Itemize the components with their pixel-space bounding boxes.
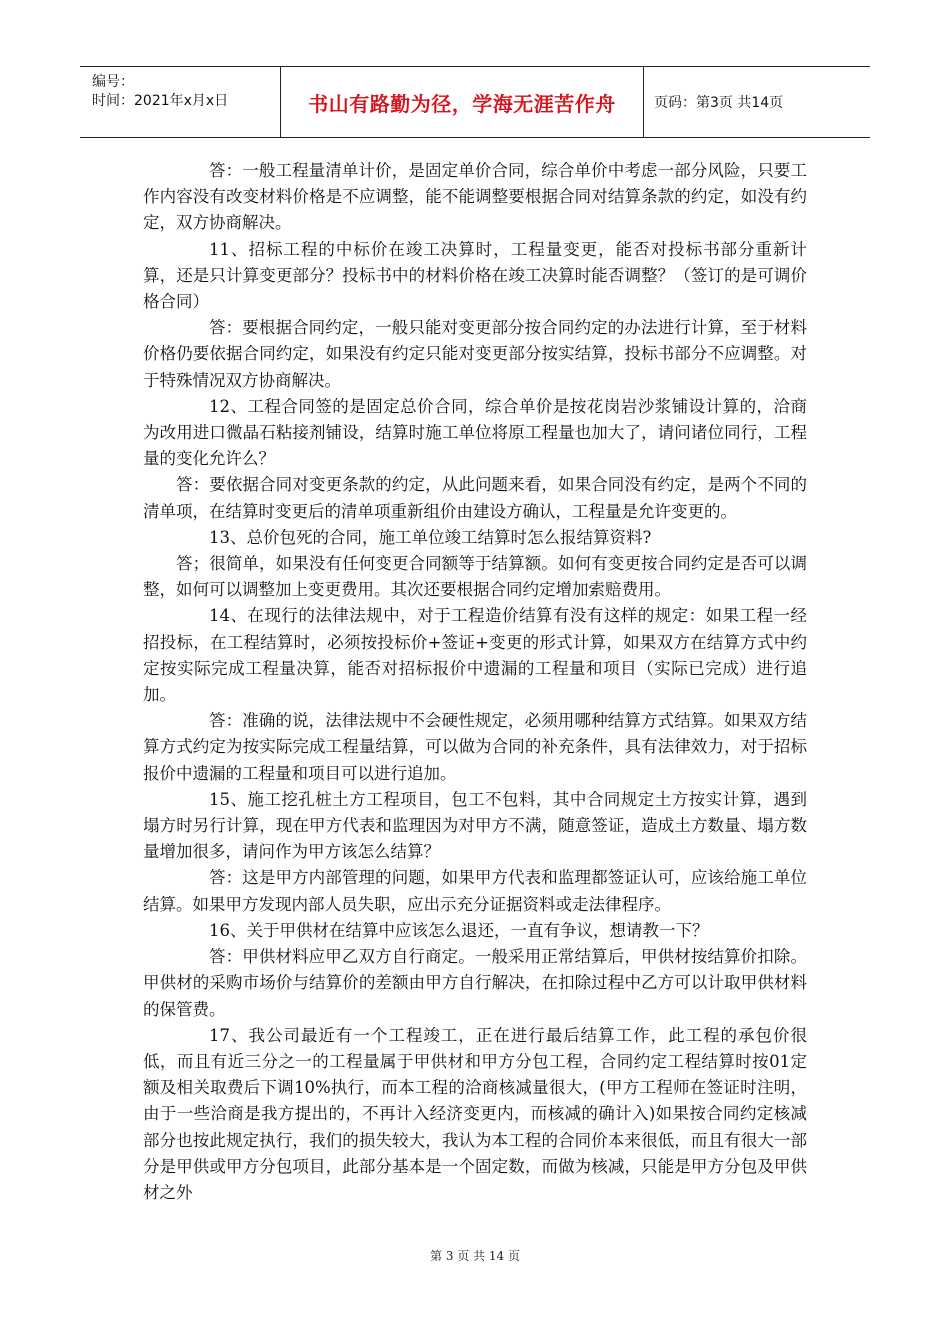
question-paragraph: 15、施工挖孔桩土方工程项目，包工不包料，其中合同规定土方按实计算，遇到塌方时另行计算，现在甲方代表和监理因为对甲方不满，随意签证，造成土方数量、塌方数量增加很多，请问作为甲方该怎么结算？ <box>143 789 807 862</box>
question-paragraph: 12、工程合同签的是固定总价合同，综合单价是按花岗岩沙浆铺设计算的，洽商为改用进口微晶石粘接剂铺设，结算时施工单位将原工程量也加大了，请问诸位同行，工程量的变化允许么？ <box>143 396 807 469</box>
page-footer: 第 3 页 共 14 页 <box>430 1249 520 1263</box>
answer-paragraph: 答：这是甲方内部管理的问题，如果甲方代表和监理都签证认可，应该给施工单位结算。如果甲方发现内部人员失职，应出示充分证据资料或走法律程序。 <box>143 868 807 914</box>
question-paragraph: 16、关于甲供材在结算中应该怎么退还，一直有争议，想请教一下？ <box>209 920 709 940</box>
question-paragraph: 14、在现行的法律法规中，对于工程造价结算有没有这样的规定：如果工程一经招投标，在工程结算时，必须按投标价+签证+变更的形式计算，如果双方在结算方式中约定按实际完成工程量决算，能否对招标报价中遗漏的工程量和项目（实际已完成）进行追加。 <box>143 606 807 705</box>
page-header <box>80 66 870 138</box>
document-date: 时间：2021年x月x日 <box>92 93 229 109</box>
answer-paragraph: 答；很简单，如果没有任何变更合同额等于结算额。如何有变更按合同约定是否可以调整，如何可以调整加上变更费用。其次还要根据合同约定增加索赔费用。 <box>143 554 807 600</box>
answer-paragraph: 答：准确的说，法律法规中不会硬性规定，必须用哪种结算方式结算。如果双方结算方式约定为按实际完成工程量结算，可以做为合同的补充条件，具有法律效力，对于招标报价中遗漏的工程量和项目可以进行追加。 <box>143 711 807 783</box>
answer-paragraph: 答：要依据合同对变更条款的约定，从此问题来看，如果合同没有约定，是两个不同的清单项，在结算时变更后的清单项重新组价由建设方确认，工程量是允许变更的。 <box>143 475 807 521</box>
question-paragraph: 11、招标工程的中标价在竣工决算时，工程量变更，能否对投标书部分重新计算，还是只计算变更部分？投标书中的材料价格在竣工决算时能否调整？（签订的是可调价格合同） <box>143 239 807 312</box>
answer-paragraph: 答：一般工程量清单计价，是固定单价合同，综合单价中考虑一部分风险，只要工作内容没有改变材料价格是不应调整，能不能调整要根据合同对结算条款的约定，如没有约定，双方协商解决。 <box>143 161 807 233</box>
motto-text: 书山有路勤为径，学海无涯苦作舟 <box>308 91 616 116</box>
header-motto-cell <box>280 67 644 137</box>
question-paragraph: 13、总价包死的合同，施工单位竣工结算时怎么报结算资料? <box>209 527 652 547</box>
answer-paragraph: 答：甲供材料应甲乙双方自行商定。一般采用正常结算后，甲供材按结算价扣除。甲供材的采购市场价与结算价的差额由甲方自行解决，在扣除过程中乙方可以计取甲供材料的保管费。 <box>143 947 807 1019</box>
question-paragraph: 17、我公司最近有一个工程竣工，正在进行最后结算工作，此工程的承包价很低，而且有近三分之一的工程量属于甲供材和甲方分包工程，合同约定工程结算时按01定额及相关取费后下调10%执行，而本工程的洽商核减量很大，(甲方工程师在签证时注明，由于一些洽商是我方提出的，不再计入经济变更内，而核减的确计入)如果按合同约定核减部分也按此规定执行，我们的损失较大，我认为本工程的合同价本来很低，而且有很大一部分是甲供或甲方分包项目，此部分基本是一个固定数，而做为核减，只能是甲方分包及甲供材之外 <box>143 1025 807 1202</box>
header-page-number: 页码：第3页 共14页 <box>654 95 784 111</box>
document-body <box>143 158 807 1206</box>
header-meta <box>80 67 280 137</box>
answer-paragraph: 答：要根据合同约定，一般只能对变更部分按合同约定的办法进行计算，至于材料价格仍要依据合同约定，如果没有约定只能对变更部分按实结算，投标书部分不应调整。对于特殊情况双方协商解决。 <box>143 318 807 390</box>
document-number: 编号： <box>92 74 134 90</box>
